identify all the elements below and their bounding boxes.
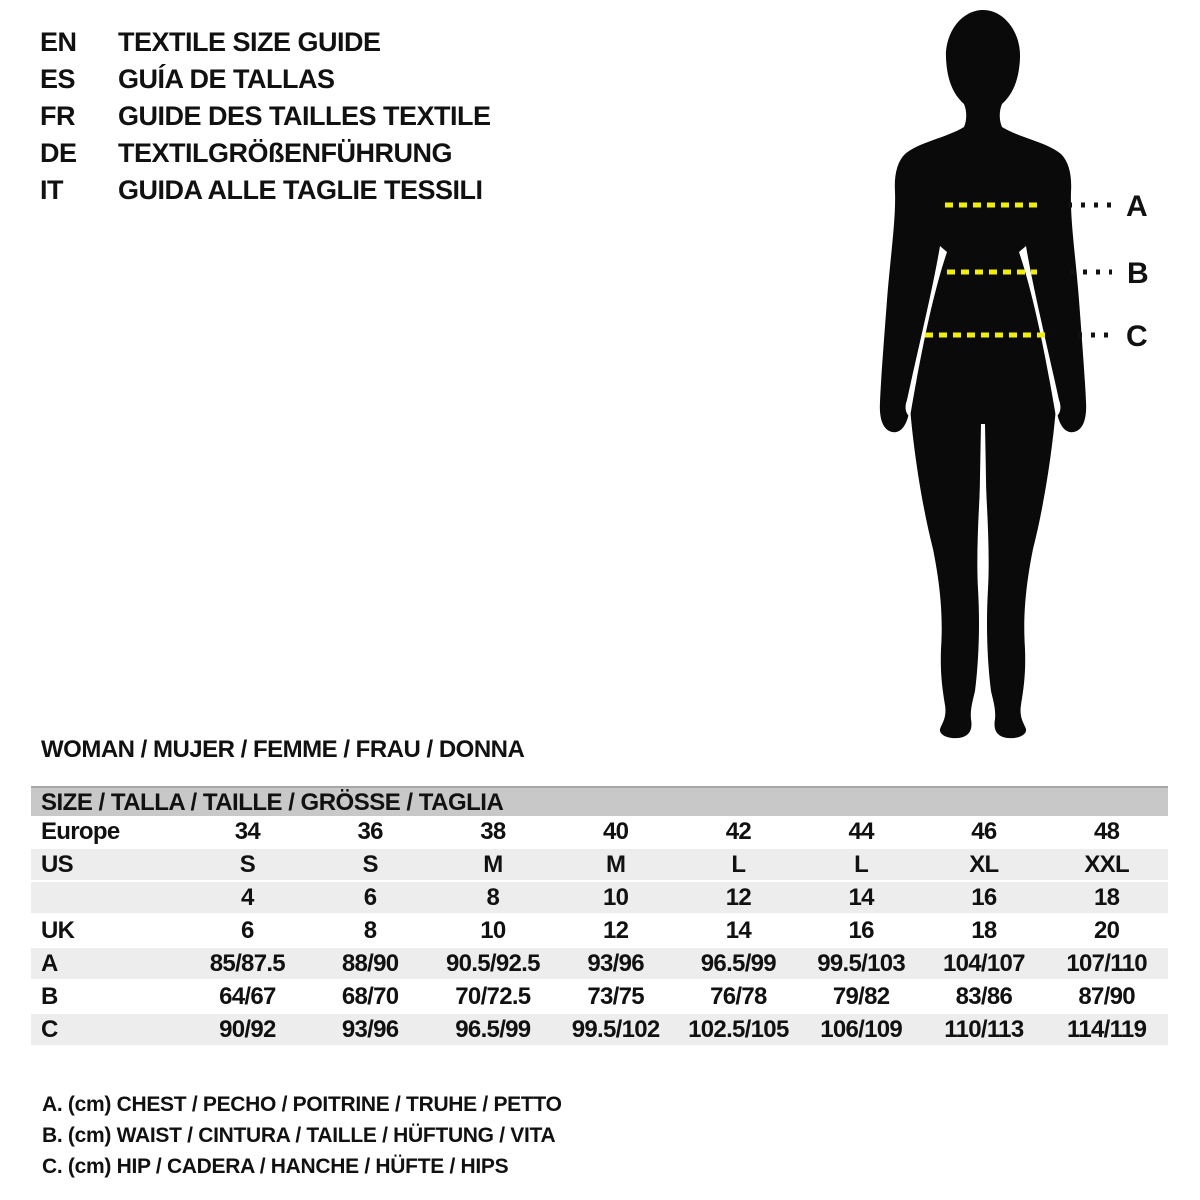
table-cell: 93/96 bbox=[341, 1015, 399, 1043]
language-row bbox=[40, 135, 491, 172]
table-cell: 104/107 bbox=[942, 949, 1025, 977]
table-cell: 96.5/99 bbox=[455, 1015, 531, 1043]
table-cell: 6 bbox=[241, 916, 254, 944]
label-hip-c: C bbox=[1126, 320, 1148, 353]
table-cell: 102.5/105 bbox=[688, 1015, 789, 1043]
table-cell: 42 bbox=[725, 817, 752, 845]
table-cell: 99.5/102 bbox=[571, 1015, 660, 1043]
legend-line-chest: A. (cm) CHEST / PECHO / POITRINE / TRUHE / PETTO bbox=[42, 1093, 562, 1116]
gender-heading: WOMAN / MUJER / FEMME / FRAU / DONNA bbox=[41, 736, 525, 763]
legend-line-hip: C. (cm) HIP / CADERA / HANCHE / HÜFTE / HIPS bbox=[42, 1155, 509, 1178]
table-row-label: UK bbox=[41, 916, 75, 944]
table-cell: XL bbox=[969, 850, 999, 878]
table-cell: 12 bbox=[725, 883, 752, 911]
label-waist-b: B bbox=[1127, 257, 1149, 290]
table-cell: 38 bbox=[480, 817, 506, 845]
language-title: GUIDA ALLE TAGLIE TESSILI bbox=[118, 175, 483, 205]
table-cell: 12 bbox=[602, 916, 629, 944]
table-cell: 79/82 bbox=[832, 982, 890, 1010]
language-title: TEXTILE SIZE GUIDE bbox=[118, 27, 381, 57]
table-cell: 114/119 bbox=[1067, 1015, 1147, 1043]
table-cell: 85/87.5 bbox=[209, 949, 285, 977]
table-cell: 46 bbox=[971, 817, 997, 845]
language-row bbox=[40, 61, 491, 98]
table-cell: S bbox=[362, 850, 378, 878]
language-code: FR bbox=[40, 101, 75, 131]
table-cell: 40 bbox=[602, 817, 629, 845]
table-cell: 73/75 bbox=[587, 982, 644, 1010]
table-row-label: A bbox=[41, 949, 58, 977]
language-row bbox=[40, 98, 491, 135]
table-cell: L bbox=[731, 850, 746, 878]
language-code: DE bbox=[40, 138, 77, 168]
measurement-legend bbox=[42, 1089, 562, 1182]
table-cell: 8 bbox=[486, 883, 500, 911]
table-cell: 90.5/92.5 bbox=[445, 949, 540, 977]
table-row-label: C bbox=[41, 1015, 58, 1043]
language-row bbox=[40, 172, 491, 209]
table-cell: 18 bbox=[1093, 883, 1120, 911]
table-row-label: B bbox=[41, 982, 58, 1010]
table-cell: 64/67 bbox=[219, 982, 276, 1010]
table-cell: 99.5/103 bbox=[817, 949, 906, 977]
table-cell: 14 bbox=[848, 883, 874, 911]
table-cell: 110/113 bbox=[944, 1015, 1024, 1043]
table-row bbox=[31, 1014, 1168, 1047]
table-cell: 16 bbox=[848, 916, 874, 944]
table-cell: 20 bbox=[1093, 916, 1120, 944]
table-cell: 36 bbox=[357, 817, 383, 845]
table-cell: 16 bbox=[971, 883, 997, 911]
legend-line-waist: B. (cm) WAIST / CINTURA / TAILLE / HÜFTUNG / VITA bbox=[42, 1124, 556, 1147]
size-table-header: SIZE / TALLA / TAILLE / GRÖSSE / TAGLIA bbox=[31, 786, 1168, 816]
table-cell: 76/78 bbox=[710, 982, 767, 1010]
table-cell: 8 bbox=[363, 916, 377, 944]
table-cell: 90/92 bbox=[219, 1015, 276, 1043]
table-cell: 88/90 bbox=[341, 949, 399, 977]
language-row bbox=[40, 24, 491, 61]
table-row bbox=[31, 849, 1168, 882]
table-row bbox=[31, 948, 1168, 981]
table-row-label: US bbox=[41, 850, 73, 878]
size-table-body bbox=[31, 816, 1168, 1047]
table-cell: 10 bbox=[602, 883, 629, 911]
table-cell: 87/90 bbox=[1078, 982, 1135, 1010]
table-cell: 107/110 bbox=[1066, 949, 1147, 977]
table-cell: M bbox=[605, 850, 626, 878]
table-cell: 68/70 bbox=[341, 982, 399, 1010]
table-cell: M bbox=[483, 850, 503, 878]
language-code: IT bbox=[40, 175, 63, 205]
table-cell: 18 bbox=[971, 916, 997, 944]
table-cell: 44 bbox=[848, 817, 874, 845]
table-row bbox=[31, 915, 1168, 948]
table-cell: 70/72.5 bbox=[455, 982, 531, 1010]
table-cell: 96.5/99 bbox=[700, 949, 776, 977]
table-row-label: Europe bbox=[41, 817, 120, 845]
woman-silhouette-svg bbox=[850, 0, 1200, 760]
table-cell: S bbox=[239, 850, 256, 878]
table-cell: 14 bbox=[725, 916, 752, 944]
language-title-block bbox=[40, 24, 491, 209]
table-cell: 106/109 bbox=[820, 1015, 903, 1043]
table-row bbox=[31, 981, 1168, 1014]
language-title: TEXTILGRÖßENFÜHRUNG bbox=[118, 138, 452, 168]
table-cell: L bbox=[854, 850, 869, 878]
table-cell: 6 bbox=[363, 883, 377, 911]
language-code: EN bbox=[40, 27, 77, 57]
measurement-figure bbox=[850, 0, 1200, 760]
table-cell: 93/96 bbox=[587, 949, 644, 977]
language-code: ES bbox=[40, 64, 76, 94]
table-cell: 10 bbox=[480, 916, 506, 944]
table-row bbox=[31, 882, 1168, 915]
language-title: GUIDE DES TAILLES TEXTILE bbox=[118, 101, 491, 131]
table-cell: 48 bbox=[1093, 817, 1120, 845]
table-cell: 4 bbox=[241, 883, 254, 911]
table-cell: 34 bbox=[234, 817, 261, 845]
label-chest-a: A bbox=[1126, 190, 1148, 223]
table-row bbox=[31, 816, 1168, 849]
language-title: GUÍA DE TALLAS bbox=[118, 64, 335, 94]
table-cell: XXL bbox=[1084, 850, 1129, 878]
table-cell: 83/86 bbox=[955, 982, 1013, 1010]
size-table bbox=[31, 786, 1168, 1047]
